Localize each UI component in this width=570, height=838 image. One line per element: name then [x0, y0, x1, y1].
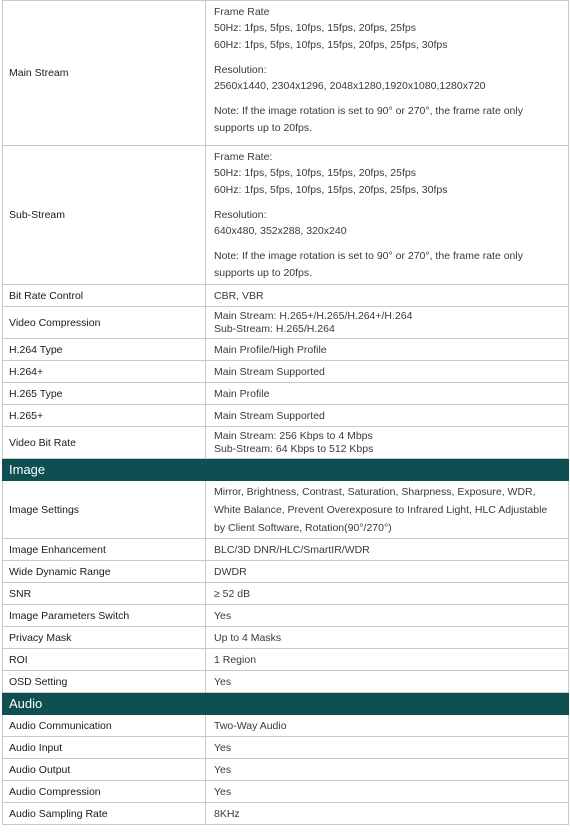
video-bit-rate-value [206, 427, 569, 459]
image-settings-line-3: by Client Software, Rotation(90°/270°) [214, 521, 392, 534]
audio-output-value: Yes [206, 759, 569, 781]
snr-label: SNR [3, 583, 206, 605]
audio-compression-label: Audio Compression [3, 781, 206, 803]
h264-plus-value: Main Stream Supported [206, 361, 569, 383]
sub-resolution-title: Resolution: [214, 208, 267, 221]
spec-table [2, 0, 569, 825]
wide-dynamic-range-value: DWDR [206, 561, 569, 583]
h264-plus-label: H.264+ [3, 361, 206, 383]
image-parameters-switch-label: Image Parameters Switch [3, 605, 206, 627]
image-settings-value [206, 481, 569, 539]
sub-note-line-1: Note: If the image rotation is set to 90° or 270°, the frame rate only [214, 250, 523, 263]
bit-rate-control-value: CBR, VBR [206, 285, 569, 307]
row-osd-setting [3, 671, 569, 693]
image-settings-line-2: White Balance, Prevent Overexposure to Infrared Light, HLC Adjustable [214, 503, 548, 516]
main-resolution-list: 2560x1440, 2304x1296, 2048x1280,1920x1080,1280x720 [214, 80, 486, 93]
bit-rate-control-label: Bit Rate Control [3, 285, 206, 307]
section-image [3, 459, 569, 481]
video-bit-rate-sub: Sub-Stream: 64 Kbps to 512 Kbps [214, 442, 374, 455]
row-audio-communication [3, 715, 569, 737]
row-audio-compression [3, 781, 569, 803]
audio-communication-label: Audio Communication [3, 715, 206, 737]
sub-fr-60hz: 60Hz: 1fps, 5fps, 10fps, 15fps, 20fps, 25fps, 30fps [214, 183, 448, 196]
audio-input-label: Audio Input [3, 737, 206, 759]
row-wide-dynamic-range [3, 561, 569, 583]
audio-output-label: Audio Output [3, 759, 206, 781]
main-fr-60hz: 60Hz: 1fps, 5fps, 10fps, 15fps, 20fps, 25fps, 30fps [214, 38, 448, 51]
main-note-line-1: Note: If the image rotation is set to 90° or 270°, the frame rate only [214, 105, 523, 118]
video-compression-value [206, 307, 569, 339]
main-stream-value [206, 1, 569, 146]
audio-sampling-rate-value: 8KHz [206, 803, 569, 825]
sub-stream-value [206, 146, 569, 285]
audio-sampling-rate-label: Audio Sampling Rate [3, 803, 206, 825]
video-bit-rate-main: Main Stream: 256 Kbps to 4 Mbps [214, 429, 373, 442]
main-note-line-2: supports up to 20fps. [214, 121, 313, 134]
h264-type-value: Main Profile/High Profile [206, 339, 569, 361]
audio-compression-value: Yes [206, 781, 569, 803]
osd-setting-label: OSD Setting [3, 671, 206, 693]
section-image-title: Image [3, 459, 569, 481]
row-h265-type [3, 383, 569, 405]
row-main-stream [3, 1, 569, 146]
row-image-parameters-switch [3, 605, 569, 627]
video-compression-label: Video Compression [3, 307, 206, 339]
main-stream-label: Main Stream [3, 1, 206, 146]
sub-resolution-list: 640x480, 352x288, 320x240 [214, 225, 347, 238]
h265-type-value: Main Profile [206, 383, 569, 405]
row-audio-output [3, 759, 569, 781]
roi-value: 1 Region [206, 649, 569, 671]
main-fr-50hz: 50Hz: 1fps, 5fps, 10fps, 15fps, 20fps, 25fps [214, 22, 416, 35]
sub-fr-50hz: 50Hz: 1fps, 5fps, 10fps, 15fps, 20fps, 25fps [214, 167, 416, 180]
video-compression-sub: Sub-Stream: H.265/H.264 [214, 322, 335, 335]
row-video-bit-rate [3, 427, 569, 459]
image-settings-label: Image Settings [3, 481, 206, 539]
h265-type-label: H.265 Type [3, 383, 206, 405]
h265-plus-label: H.265+ [3, 405, 206, 427]
row-privacy-mask [3, 627, 569, 649]
sub-stream-label: Sub-Stream [3, 146, 206, 285]
h265-plus-value: Main Stream Supported [206, 405, 569, 427]
image-enhancement-value: BLC/3D DNR/HLC/SmartIR/WDR [206, 539, 569, 561]
h264-type-label: H.264 Type [3, 339, 206, 361]
row-bit-rate-control [3, 285, 569, 307]
row-audio-sampling-rate [3, 803, 569, 825]
audio-communication-value: Two-Way Audio [206, 715, 569, 737]
row-h264-type [3, 339, 569, 361]
privacy-mask-label: Privacy Mask [3, 627, 206, 649]
roi-label: ROI [3, 649, 206, 671]
row-h265-plus [3, 405, 569, 427]
row-roi [3, 649, 569, 671]
image-settings-line-1: Mirror, Brightness, Contrast, Saturation, Sharpness, Exposure, WDR, [214, 485, 536, 498]
image-enhancement-label: Image Enhancement [3, 539, 206, 561]
row-sub-stream [3, 146, 569, 285]
row-video-compression [3, 307, 569, 339]
row-audio-input [3, 737, 569, 759]
main-resolution-title: Resolution: [214, 63, 267, 76]
row-snr [3, 583, 569, 605]
wide-dynamic-range-label: Wide Dynamic Range [3, 561, 206, 583]
image-parameters-switch-value: Yes [206, 605, 569, 627]
sub-note-line-2: supports up to 20fps. [214, 266, 313, 279]
audio-input-value: Yes [206, 737, 569, 759]
video-bit-rate-label: Video Bit Rate [3, 427, 206, 459]
privacy-mask-value: Up to 4 Masks [206, 627, 569, 649]
osd-setting-value: Yes [206, 671, 569, 693]
row-image-enhancement [3, 539, 569, 561]
row-h264-plus [3, 361, 569, 383]
section-audio [3, 693, 569, 715]
row-image-settings [3, 481, 569, 539]
snr-value: ≥ 52 dB [206, 583, 569, 605]
sub-frame-rate-title: Frame Rate: [214, 150, 273, 163]
section-audio-title: Audio [3, 693, 569, 715]
main-frame-rate-title: Frame Rate [214, 5, 270, 18]
video-compression-main: Main Stream: H.265+/H.265/H.264+/H.264 [214, 309, 413, 322]
